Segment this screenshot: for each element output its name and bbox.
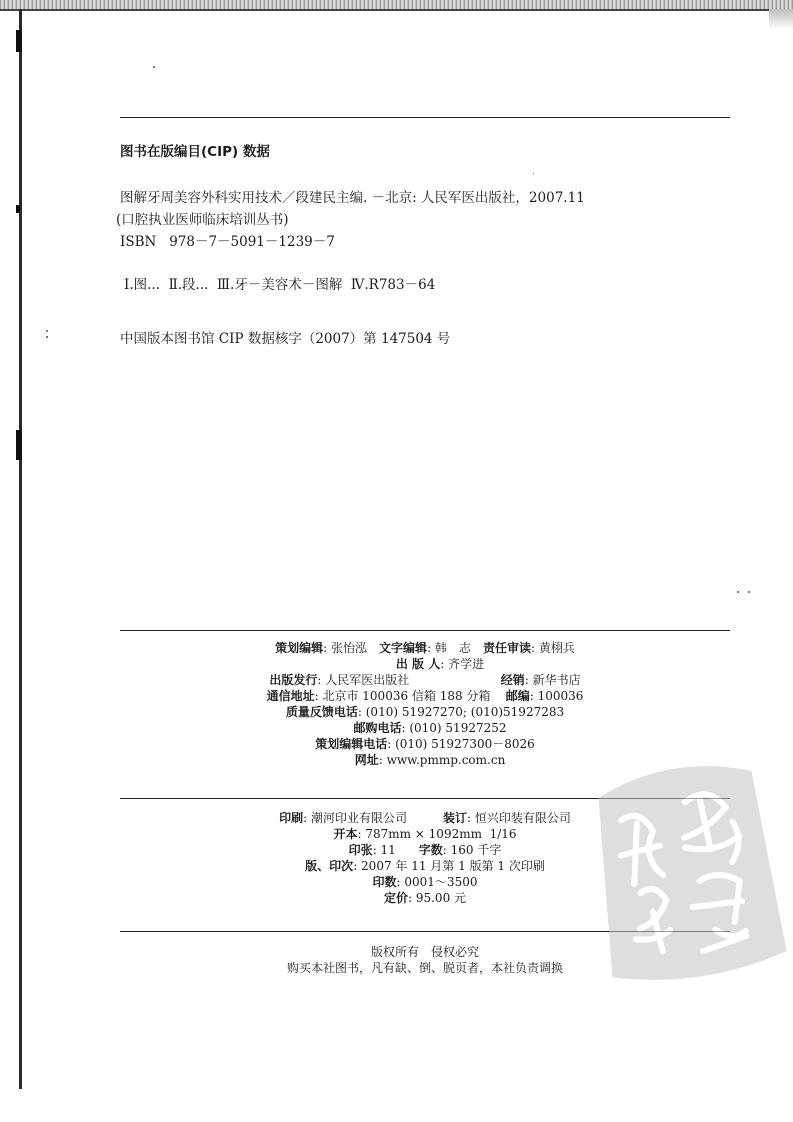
scan-blot bbox=[16, 30, 22, 52]
cip-classification-line: Ⅰ.图... Ⅱ.段... Ⅲ.牙－美容术－图解 Ⅳ.R783－64 bbox=[124, 277, 436, 293]
staff-line-mailorder: 邮购电话: (010) 51927252 bbox=[353, 721, 507, 735]
printing-line-printer: 印刷: 潮河印业有限公司 装订: 恒兴印装有限公司 bbox=[279, 811, 571, 825]
printing-line-copies: 印数: 0001～3500 bbox=[372, 875, 478, 889]
printing-line-format: 开本: 787mm × 1092mm 1/16 bbox=[333, 827, 517, 841]
scan-blot bbox=[16, 430, 22, 460]
scan-left-edge bbox=[19, 9, 22, 1089]
cip-isbn-line: ISBN 978－7－5091－1239－7 bbox=[120, 234, 335, 250]
seal-stamp-icon bbox=[575, 747, 791, 993]
top-rule bbox=[120, 117, 730, 118]
printing-line-edition: 版、印次: 2007 年 11 月第 1 版第 1 次印刷 bbox=[305, 859, 545, 873]
staff-top-rule bbox=[120, 630, 730, 631]
cip-library-line: 中国版本图书馆 CIP 数据核字（2007）第 147504 号 bbox=[120, 331, 451, 347]
scan-top-edge bbox=[0, 0, 793, 9]
scan-top-line bbox=[0, 9, 793, 11]
staff-line-editors: 策划编辑: 张怡泓 文字编辑: 韩 志 责任审读: 黄栩兵 bbox=[275, 641, 575, 655]
staff-line-feedback: 质量反馈电话: (010) 51927270; (010)51927283 bbox=[285, 705, 565, 719]
staff-line-address: 通信地址: 北京市 100036 信箱 188 分箱 邮编: 100036 bbox=[266, 689, 584, 703]
notice-replace: 购买本社图书，凡有缺、倒、脱页者，本社负责调换 bbox=[286, 961, 563, 975]
notice-rights: 版权所有 侵权必究 bbox=[370, 945, 479, 959]
staff-line-website: 网址: www.pmmp.com.cn bbox=[354, 753, 506, 767]
scan-speck bbox=[46, 336, 48, 338]
scan-speck bbox=[748, 591, 750, 593]
cip-series-line: (口腔执业医师临床培训丛书) bbox=[116, 212, 289, 228]
cip-title-line: 图解牙周美容外科实用技术／段建民主编. －北京: 人民军医出版社，2007.11 bbox=[120, 190, 585, 206]
scan-speck bbox=[737, 591, 739, 593]
staff-line-editor-phone: 策划编辑电话: (010) 51927300－8026 bbox=[315, 737, 535, 751]
scan-blot bbox=[16, 205, 20, 213]
scan-speck bbox=[153, 66, 155, 68]
scan-speck bbox=[46, 330, 48, 332]
printing-line-sheets: 印张: 11 字数: 160 千字 bbox=[348, 843, 502, 857]
scan-speck bbox=[533, 173, 534, 174]
scan-corner-shade bbox=[769, 9, 793, 29]
cip-heading: 图书在版编目(CIP) 数据 bbox=[120, 144, 270, 160]
staff-line-distributor: 出版发行: 人民军医出版社 经销: 新华书店 bbox=[269, 673, 581, 687]
staff-block bbox=[120, 640, 730, 768]
staff-line-publisher-person: 出 版 人: 齐学进 bbox=[395, 657, 485, 671]
printing-line-price: 定价: 95.00 元 bbox=[383, 891, 467, 905]
